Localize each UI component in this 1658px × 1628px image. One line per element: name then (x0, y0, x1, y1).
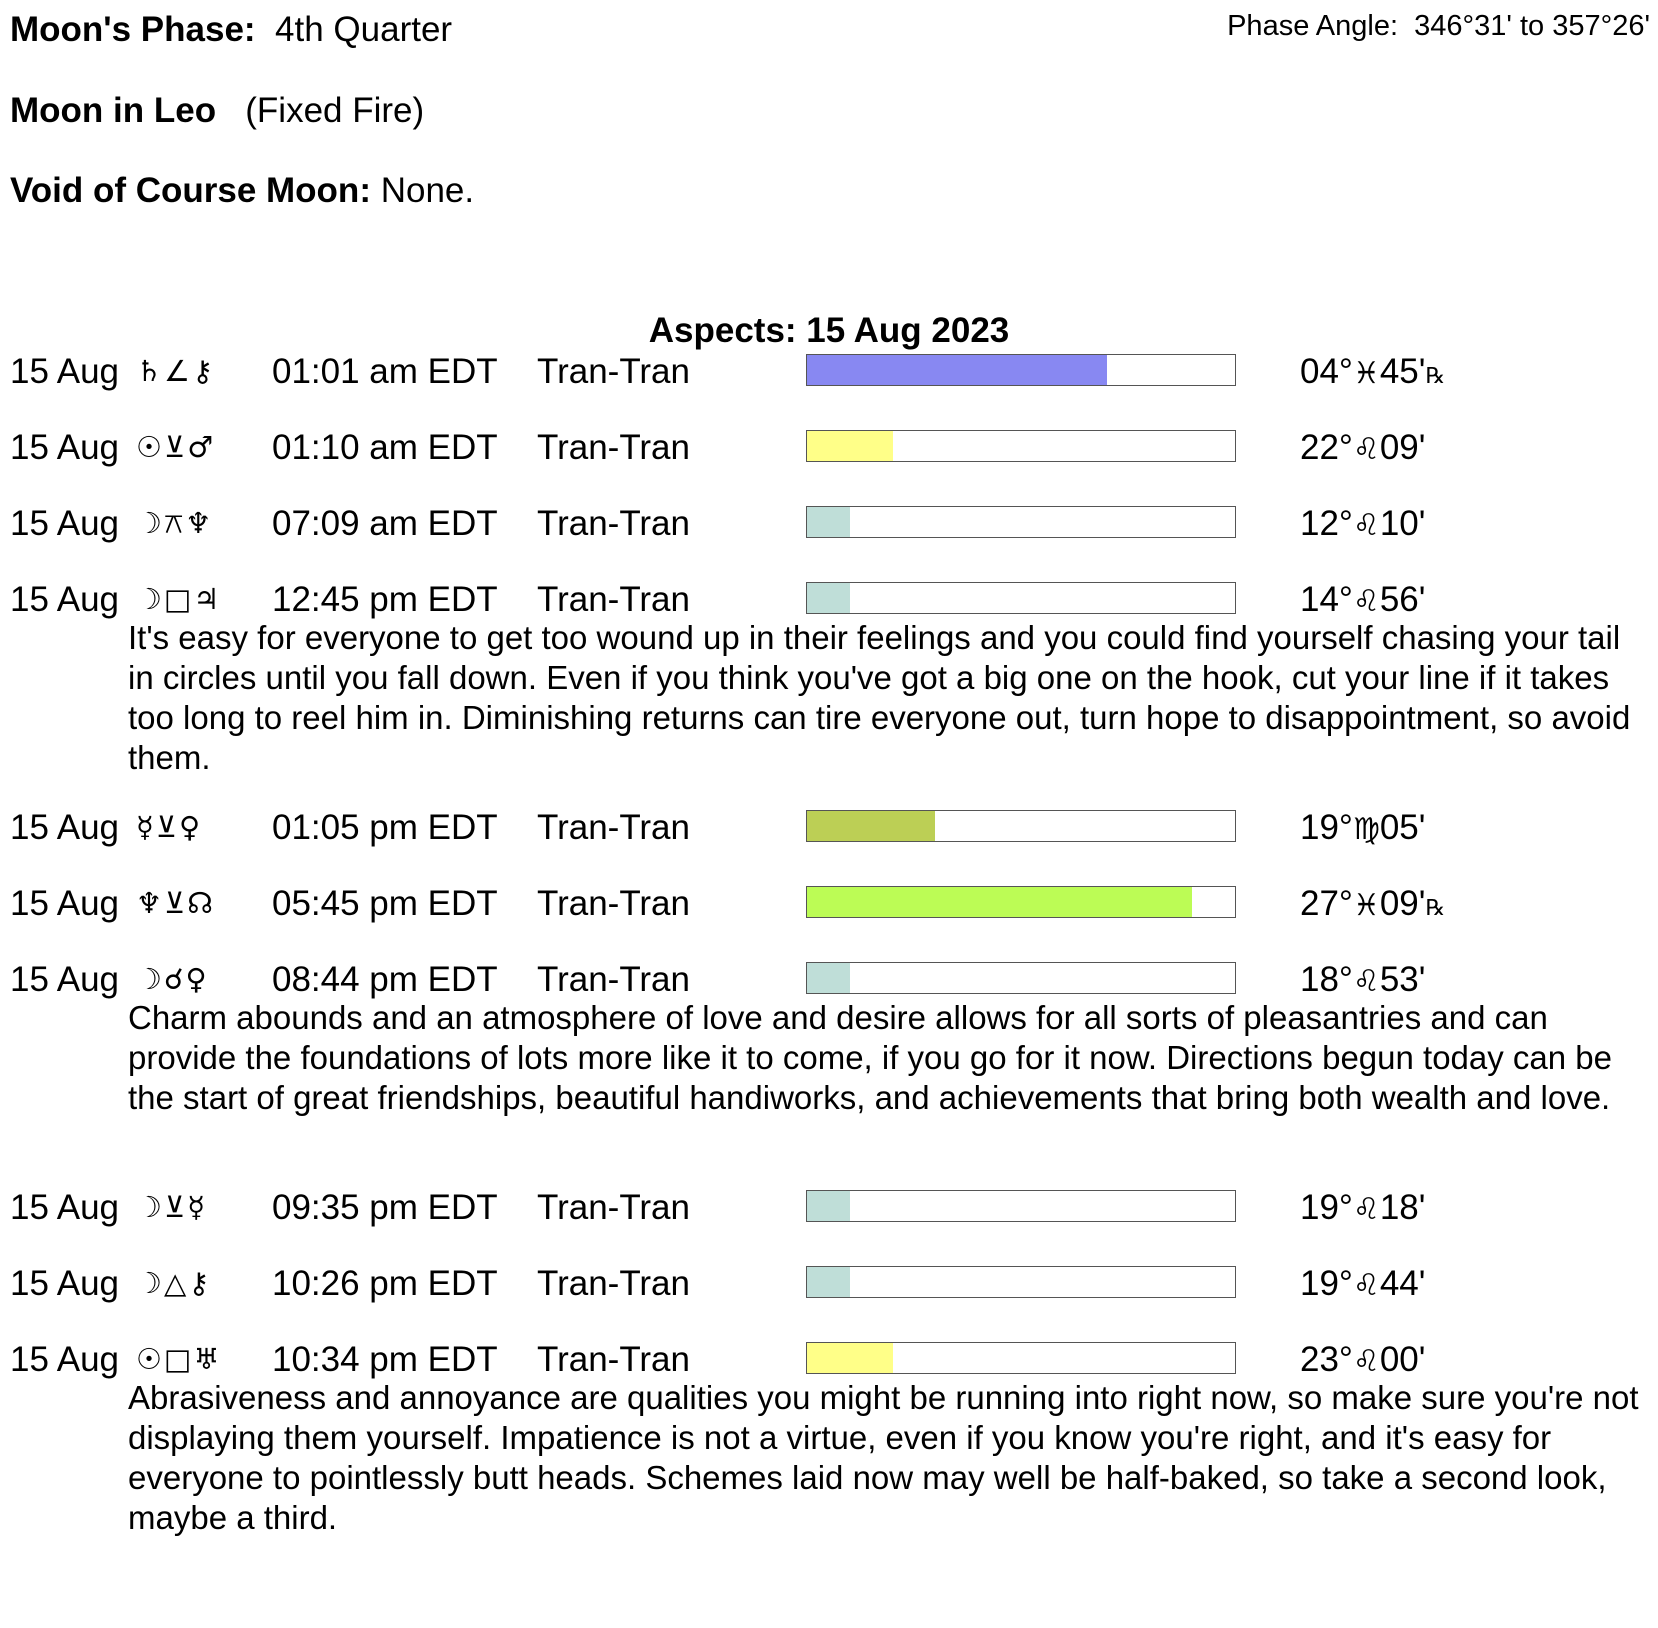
aspect-glyphs-icon: ♄∠⚷ (136, 354, 216, 388)
aspect-type: Tran-Tran (537, 580, 690, 619)
position-minute: 53' (1379, 960, 1426, 999)
phase-angle (1227, 10, 1650, 43)
voc-value: None. (380, 171, 475, 210)
strength-fill (807, 1343, 893, 1373)
position-degree: 19° (1300, 808, 1353, 847)
moon-phase-value: 4th Quarter (275, 10, 453, 49)
aspect-date: 15 Aug (10, 1188, 119, 1227)
aspect-glyphs-icon: ☽△⚷ (136, 1266, 212, 1300)
retrograde-icon: ℞ (1425, 364, 1446, 389)
aspects-title: Aspects: 15 Aug 2023 (648, 311, 1010, 350)
strength-fill (807, 887, 1192, 917)
strength-bar (806, 430, 1236, 462)
aspect-date: 15 Aug (10, 884, 119, 923)
aspect-date: 15 Aug (10, 580, 119, 619)
strength-fill (807, 811, 935, 841)
aspect-date: 15 Aug (10, 504, 119, 543)
position-minute: 18' (1379, 1188, 1426, 1227)
aspect-glyphs-icon: ☉□♅ (136, 1342, 222, 1376)
strength-bar (806, 886, 1236, 918)
aspect-type: Tran-Tran (537, 1264, 690, 1303)
aspect-row (0, 884, 1658, 924)
aspect-row (0, 1340, 1658, 1380)
aspect-description: Charm abounds and an atmosphere of love and desire allows for all sorts of pleasantries and can provide the foundations of lots more like it to come, if you go for it now. Directions begun today can be the start of great friendships, beautiful handiworks, and achievements that bring both wealth and love. (128, 999, 1613, 1116)
void-of-course (10, 171, 474, 211)
aspect-type: Tran-Tran (537, 808, 690, 847)
position-degree: 14° (1300, 580, 1353, 619)
strength-bar (806, 506, 1236, 538)
moon-sign-label: Moon in Leo (10, 91, 217, 130)
aspect-time: 01:01 am EDT (272, 352, 498, 391)
aspect-date: 15 Aug (10, 960, 119, 999)
aspect-position (1300, 1188, 1425, 1228)
aspect-row (0, 960, 1658, 1000)
moon-sign (10, 91, 424, 131)
aspect-type: Tran-Tran (537, 504, 690, 543)
aspect-row (0, 1188, 1658, 1228)
aspect-description: Abrasiveness and annoyance are qualities you might be running into right now, so make sure you're not displaying them yourself. Impatience is not a virtue, even if you know you're right, and it's easy for everyone to pointlessly butt heads. Schemes laid now may well be half-baked, so take a second look, maybe a third. (128, 1379, 1639, 1536)
moon-phase (10, 10, 452, 50)
aspect-time: 05:45 pm EDT (272, 884, 498, 923)
position-degree: 23° (1300, 1340, 1353, 1379)
position-degree: 22° (1300, 428, 1353, 467)
aspect-date: 15 Aug (10, 1264, 119, 1303)
aspect-row (0, 352, 1658, 392)
strength-bar (806, 354, 1236, 386)
strength-bar (806, 962, 1236, 994)
aspect-description: It's easy for everyone to get too wound up in their feelings and you could find yourself chasing your tail in circles until you fall down. Even if you think you've got a big one on the hook, cut your line if it takes too long to reel him in. Diminishing returns can tire everyone out, turn hope to disappointment, so avoid them. (128, 619, 1631, 776)
position-degree: 12° (1300, 504, 1353, 543)
aspect-glyphs-icon: ☉⊻♂ (136, 430, 216, 464)
aspect-position (1300, 808, 1425, 848)
position-minute: 45' (1379, 352, 1426, 391)
retrograde-icon: ℞ (1425, 896, 1446, 921)
position-minute: 44' (1379, 1264, 1426, 1303)
voc-label: Void of Course Moon: (10, 171, 371, 210)
aspect-time: 01:10 am EDT (272, 428, 498, 467)
zodiac-sign-icon: ♌ (1352, 508, 1380, 543)
position-degree: 27° (1300, 884, 1353, 923)
aspect-row (0, 428, 1658, 468)
position-minute: 09' (1379, 884, 1426, 923)
zodiac-sign-icon: ♌ (1352, 432, 1380, 467)
aspect-row (0, 504, 1658, 544)
position-minute: 56' (1379, 580, 1426, 619)
position-degree: 18° (1300, 960, 1353, 999)
zodiac-sign-icon: ♓ (1352, 356, 1380, 391)
aspect-time: 08:44 pm EDT (272, 960, 498, 999)
aspect-time: 01:05 pm EDT (272, 808, 498, 847)
aspect-time: 10:26 pm EDT (272, 1264, 498, 1303)
aspect-glyphs-icon: ☽□♃ (136, 582, 222, 616)
position-minute: 09' (1379, 428, 1426, 467)
moon-phase-label: Moon's Phase: (10, 10, 256, 49)
position-minute: 05' (1379, 808, 1426, 847)
aspect-position (1300, 352, 1445, 392)
aspect-type: Tran-Tran (537, 960, 690, 999)
strength-fill (807, 963, 850, 993)
zodiac-sign-icon: ♌ (1352, 584, 1380, 619)
moon-sign-value: (Fixed Fire) (245, 91, 425, 130)
aspect-glyphs-icon: ☿⊻♀ (136, 810, 203, 844)
strength-fill (807, 583, 850, 613)
strength-fill (807, 1267, 850, 1297)
position-minute: 10' (1379, 504, 1426, 543)
zodiac-sign-icon: ♍ (1352, 812, 1380, 847)
aspect-position (1300, 1264, 1425, 1304)
zodiac-sign-icon: ♌ (1352, 1192, 1380, 1227)
aspect-position (1300, 504, 1425, 544)
aspect-time: 07:09 am EDT (272, 504, 498, 543)
aspect-type: Tran-Tran (537, 428, 690, 467)
position-degree: 04° (1300, 352, 1353, 391)
aspect-time: 12:45 pm EDT (272, 580, 498, 619)
aspect-type: Tran-Tran (537, 352, 690, 391)
aspect-glyphs-icon: ☽☌♀ (136, 962, 209, 996)
aspect-date: 15 Aug (10, 428, 119, 467)
zodiac-sign-icon: ♌ (1352, 1268, 1380, 1303)
aspect-glyphs-icon: ☽⊻☿ (136, 1190, 208, 1224)
strength-bar (806, 1266, 1236, 1298)
strength-bar (806, 810, 1236, 842)
strength-fill (807, 431, 893, 461)
aspect-type: Tran-Tran (537, 884, 690, 923)
aspect-type: Tran-Tran (537, 1340, 690, 1379)
aspect-time: 09:35 pm EDT (272, 1188, 498, 1227)
position-minute: 00' (1379, 1340, 1426, 1379)
aspect-date: 15 Aug (10, 352, 119, 391)
aspect-position (1300, 580, 1425, 620)
aspect-position (1300, 428, 1425, 468)
strength-bar (806, 1342, 1236, 1374)
aspect-row (0, 580, 1658, 620)
position-degree: 19° (1300, 1264, 1353, 1303)
zodiac-sign-icon: ♌ (1352, 1344, 1380, 1379)
aspect-position (1300, 884, 1445, 924)
strength-bar (806, 582, 1236, 614)
aspect-time: 10:34 pm EDT (272, 1340, 498, 1379)
zodiac-sign-icon: ♓ (1352, 888, 1380, 923)
aspect-type: Tran-Tran (537, 1188, 690, 1227)
phase-angle-value: 346°31' to 357°26' (1414, 10, 1650, 42)
aspect-row (0, 808, 1658, 848)
strength-fill (807, 507, 850, 537)
aspect-position (1300, 1340, 1425, 1380)
strength-fill (807, 1191, 850, 1221)
aspect-date: 15 Aug (10, 1340, 119, 1379)
aspect-glyphs-icon: ☽⚻♆ (136, 506, 214, 540)
position-degree: 19° (1300, 1188, 1353, 1227)
strength-fill (807, 355, 1107, 385)
aspect-row (0, 1264, 1658, 1304)
phase-angle-label: Phase Angle: (1227, 10, 1399, 42)
aspect-glyphs-icon: ♆⊻☊ (136, 886, 215, 920)
aspect-position (1300, 960, 1425, 1000)
strength-bar (806, 1190, 1236, 1222)
aspect-date: 15 Aug (10, 808, 119, 847)
zodiac-sign-icon: ♌ (1352, 964, 1380, 999)
